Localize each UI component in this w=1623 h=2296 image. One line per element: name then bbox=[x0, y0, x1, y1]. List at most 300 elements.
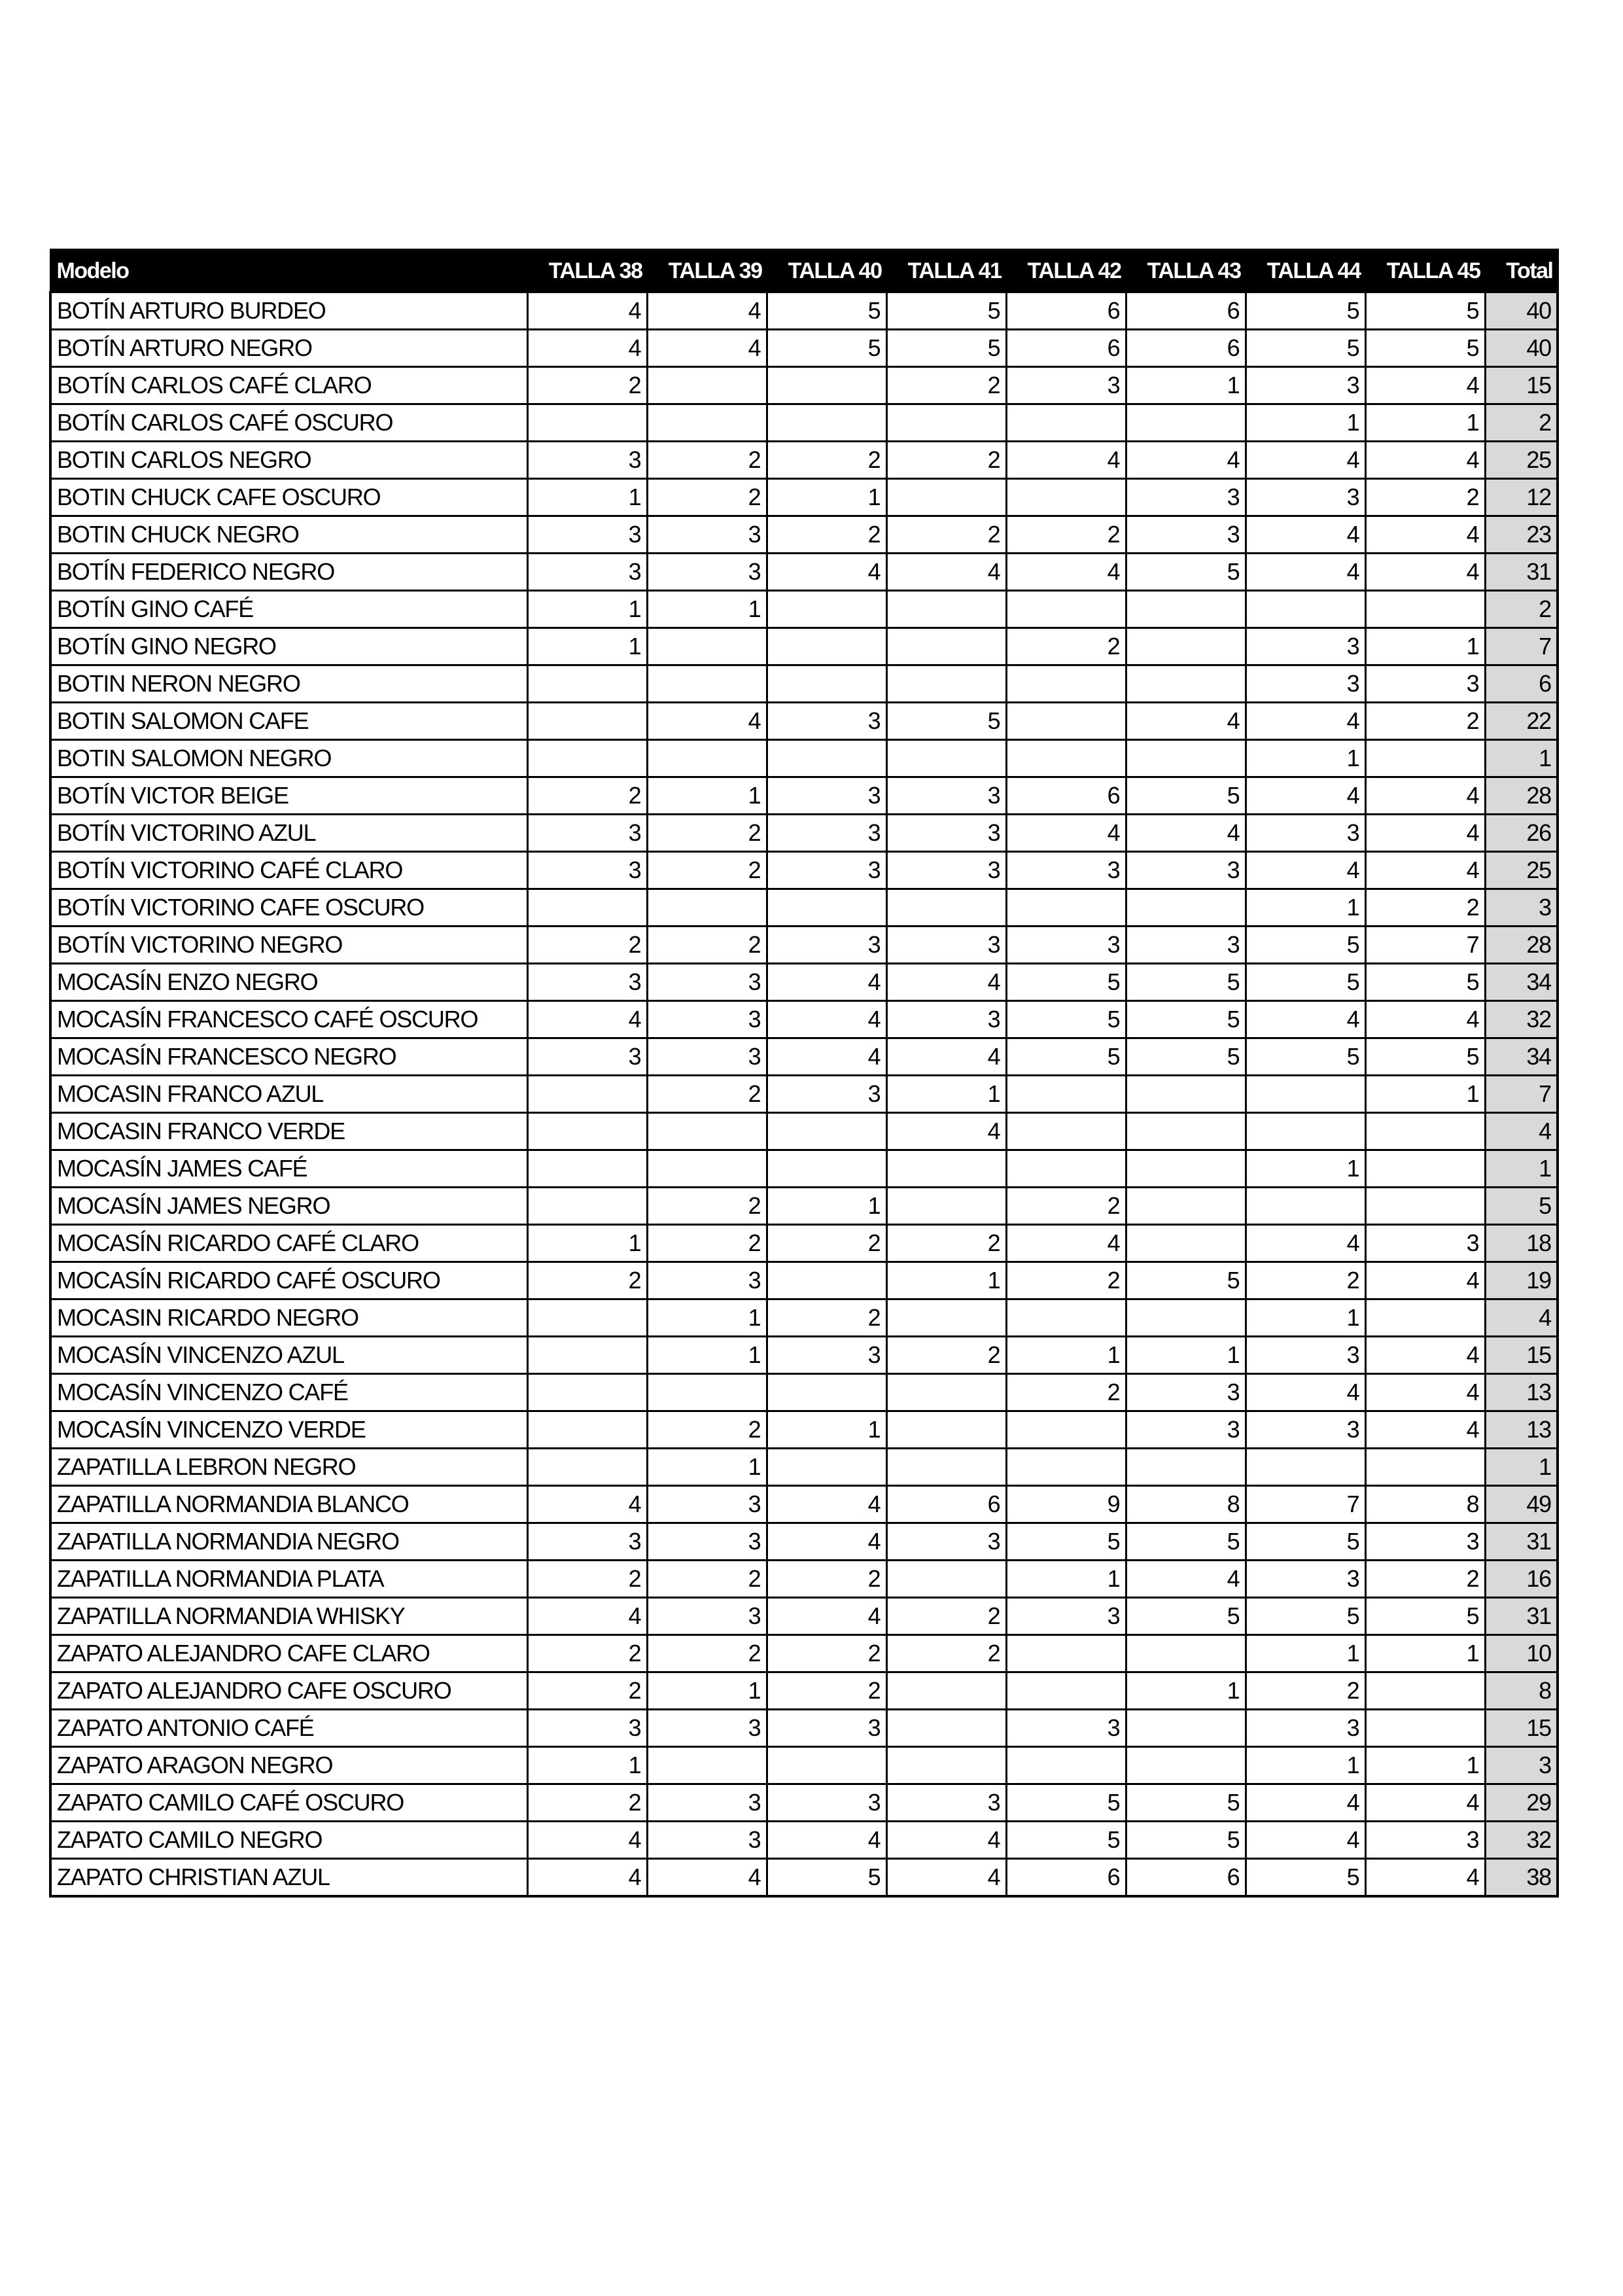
size-qty-cell: 2 bbox=[527, 1784, 647, 1822]
model-cell: MOCASÍN VINCENZO VERDE bbox=[50, 1411, 527, 1449]
model-cell: BOTÍN VICTORINO NEGRO bbox=[50, 927, 527, 964]
size-qty-cell: 2 bbox=[527, 927, 647, 964]
size-qty-cell: 2 bbox=[886, 516, 1006, 554]
size-qty-cell bbox=[527, 404, 647, 442]
size-qty-cell: 4 bbox=[1246, 516, 1365, 554]
size-qty-cell: 5 bbox=[1246, 292, 1365, 330]
total-cell: 5 bbox=[1485, 1188, 1558, 1225]
size-qty-cell bbox=[886, 591, 1006, 628]
table-row bbox=[50, 1784, 1558, 1822]
size-qty-cell bbox=[886, 628, 1006, 665]
size-qty-cell: 3 bbox=[1126, 516, 1246, 554]
size-qty-cell: 4 bbox=[527, 1598, 647, 1635]
size-qty-cell: 4 bbox=[1006, 815, 1126, 852]
size-qty-cell: 3 bbox=[527, 516, 647, 554]
size-qty-cell: 1 bbox=[1365, 1076, 1485, 1113]
size-qty-cell: 2 bbox=[1365, 703, 1485, 740]
size-qty-cell: 8 bbox=[1126, 1486, 1246, 1523]
size-qty-cell bbox=[767, 367, 886, 404]
size-qty-cell: 3 bbox=[647, 1710, 767, 1747]
size-qty-cell bbox=[767, 1374, 886, 1411]
size-qty-cell bbox=[1006, 1635, 1126, 1672]
model-cell: BOTÍN ARTURO NEGRO bbox=[50, 330, 527, 367]
size-qty-cell bbox=[886, 1672, 1006, 1710]
table-row bbox=[50, 1635, 1558, 1672]
size-qty-cell: 3 bbox=[1126, 1411, 1246, 1449]
size-qty-cell: 4 bbox=[1365, 777, 1485, 815]
inventory-sheet bbox=[49, 249, 1559, 1898]
size-qty-cell: 3 bbox=[886, 927, 1006, 964]
table-row bbox=[50, 1859, 1558, 1897]
size-qty-cell: 4 bbox=[647, 1859, 767, 1897]
total-cell: 1 bbox=[1485, 740, 1558, 777]
size-qty-cell: 6 bbox=[1006, 292, 1126, 330]
size-qty-cell: 5 bbox=[1126, 1038, 1246, 1076]
size-qty-cell: 1 bbox=[1126, 367, 1246, 404]
size-qty-cell: 2 bbox=[1006, 516, 1126, 554]
model-cell: ZAPATILLA NORMANDIA NEGRO bbox=[50, 1523, 527, 1561]
model-cell: BOTIN CARLOS NEGRO bbox=[50, 442, 527, 479]
model-cell: BOTÍN GINO CAFÉ bbox=[50, 591, 527, 628]
size-qty-cell: 3 bbox=[767, 927, 886, 964]
size-qty-cell: 1 bbox=[647, 1299, 767, 1337]
size-qty-cell bbox=[527, 703, 647, 740]
size-qty-cell bbox=[1246, 1113, 1365, 1150]
header-model: Modelo bbox=[50, 250, 527, 292]
size-qty-cell: 4 bbox=[1006, 442, 1126, 479]
total-cell: 28 bbox=[1485, 777, 1558, 815]
size-qty-cell: 4 bbox=[647, 330, 767, 367]
size-qty-cell: 4 bbox=[1365, 1411, 1485, 1449]
total-cell: 1 bbox=[1485, 1150, 1558, 1188]
size-qty-cell: 2 bbox=[886, 1225, 1006, 1262]
size-qty-cell: 1 bbox=[647, 1449, 767, 1486]
table-row bbox=[50, 404, 1558, 442]
size-qty-cell: 5 bbox=[1246, 1859, 1365, 1897]
size-qty-cell: 2 bbox=[1006, 628, 1126, 665]
size-qty-cell: 5 bbox=[1126, 964, 1246, 1001]
header-size-40: TALLA 40 bbox=[767, 250, 886, 292]
size-qty-cell: 3 bbox=[647, 1262, 767, 1299]
size-qty-cell: 5 bbox=[886, 330, 1006, 367]
size-qty-cell: 4 bbox=[1246, 777, 1365, 815]
size-qty-cell: 4 bbox=[527, 1859, 647, 1897]
model-cell: BOTÍN VICTOR BEIGE bbox=[50, 777, 527, 815]
size-qty-cell: 5 bbox=[1246, 1598, 1365, 1635]
size-qty-cell bbox=[767, 665, 886, 703]
total-cell: 7 bbox=[1485, 628, 1558, 665]
size-qty-cell bbox=[647, 1374, 767, 1411]
table-row bbox=[50, 1449, 1558, 1486]
table-row bbox=[50, 554, 1558, 591]
size-qty-cell: 2 bbox=[767, 516, 886, 554]
size-qty-cell: 2 bbox=[1365, 889, 1485, 927]
size-qty-cell bbox=[1126, 591, 1246, 628]
size-qty-cell: 4 bbox=[1246, 1374, 1365, 1411]
size-qty-cell: 8 bbox=[1365, 1486, 1485, 1523]
model-cell: ZAPATO ALEJANDRO CAFE OSCURO bbox=[50, 1672, 527, 1710]
total-cell: 16 bbox=[1485, 1561, 1558, 1598]
size-qty-cell bbox=[1126, 1747, 1246, 1784]
size-qty-cell: 3 bbox=[767, 1337, 886, 1374]
table-row bbox=[50, 442, 1558, 479]
size-qty-cell: 2 bbox=[886, 442, 1006, 479]
size-qty-cell: 1 bbox=[527, 1225, 647, 1262]
model-cell: MOCASÍN JAMES CAFÉ bbox=[50, 1150, 527, 1188]
size-qty-cell: 4 bbox=[767, 1598, 886, 1635]
size-qty-cell: 2 bbox=[527, 367, 647, 404]
size-qty-cell: 4 bbox=[886, 1113, 1006, 1150]
size-qty-cell: 2 bbox=[767, 1561, 886, 1598]
size-qty-cell: 3 bbox=[886, 852, 1006, 889]
size-qty-cell: 4 bbox=[1365, 1262, 1485, 1299]
size-qty-cell: 3 bbox=[1365, 1523, 1485, 1561]
size-qty-cell: 3 bbox=[527, 554, 647, 591]
model-cell: BOTIN SALOMON NEGRO bbox=[50, 740, 527, 777]
size-qty-cell bbox=[886, 1150, 1006, 1188]
size-qty-cell bbox=[647, 740, 767, 777]
size-qty-cell: 6 bbox=[1126, 292, 1246, 330]
size-qty-cell bbox=[1006, 1672, 1126, 1710]
size-qty-cell: 4 bbox=[527, 1822, 647, 1859]
size-qty-cell: 2 bbox=[527, 1635, 647, 1672]
table-row bbox=[50, 1710, 1558, 1747]
header-size-43: TALLA 43 bbox=[1126, 250, 1246, 292]
total-cell: 49 bbox=[1485, 1486, 1558, 1523]
total-cell: 3 bbox=[1485, 889, 1558, 927]
size-qty-cell bbox=[886, 889, 1006, 927]
size-qty-cell: 4 bbox=[886, 1038, 1006, 1076]
size-qty-cell: 4 bbox=[886, 554, 1006, 591]
size-qty-cell: 6 bbox=[1006, 777, 1126, 815]
size-qty-cell: 1 bbox=[1365, 1635, 1485, 1672]
total-cell: 6 bbox=[1485, 665, 1558, 703]
size-qty-cell bbox=[1006, 1411, 1126, 1449]
size-qty-cell: 3 bbox=[647, 554, 767, 591]
size-qty-cell: 5 bbox=[1126, 554, 1246, 591]
header-size-45: TALLA 45 bbox=[1365, 250, 1485, 292]
header-total: Total bbox=[1485, 250, 1558, 292]
size-qty-cell: 1 bbox=[647, 777, 767, 815]
size-qty-cell: 1 bbox=[527, 1747, 647, 1784]
size-qty-cell: 6 bbox=[1006, 1859, 1126, 1897]
table-row bbox=[50, 1672, 1558, 1710]
model-cell: BOTIN CHUCK CAFE OSCURO bbox=[50, 479, 527, 516]
size-qty-cell: 2 bbox=[1246, 1262, 1365, 1299]
model-cell: MOCASÍN JAMES NEGRO bbox=[50, 1188, 527, 1225]
total-cell: 25 bbox=[1485, 442, 1558, 479]
size-qty-cell: 1 bbox=[1365, 628, 1485, 665]
size-qty-cell: 4 bbox=[1365, 442, 1485, 479]
table-row bbox=[50, 1374, 1558, 1411]
size-qty-cell bbox=[1246, 591, 1365, 628]
header-size-44: TALLA 44 bbox=[1246, 250, 1365, 292]
size-qty-cell bbox=[1006, 1747, 1126, 1784]
table-row bbox=[50, 1523, 1558, 1561]
table-row bbox=[50, 1411, 1558, 1449]
table-row bbox=[50, 591, 1558, 628]
size-qty-cell: 3 bbox=[1126, 479, 1246, 516]
size-qty-cell: 4 bbox=[1126, 703, 1246, 740]
size-qty-cell: 3 bbox=[767, 1784, 886, 1822]
size-qty-cell bbox=[1006, 1150, 1126, 1188]
size-qty-cell: 5 bbox=[767, 292, 886, 330]
size-qty-cell bbox=[527, 665, 647, 703]
size-qty-cell: 2 bbox=[767, 1672, 886, 1710]
size-qty-cell: 2 bbox=[1006, 1262, 1126, 1299]
size-qty-cell: 4 bbox=[1365, 554, 1485, 591]
total-cell: 38 bbox=[1485, 1859, 1558, 1897]
size-qty-cell bbox=[1365, 740, 1485, 777]
size-qty-cell bbox=[1006, 591, 1126, 628]
model-cell: MOCASÍN ENZO NEGRO bbox=[50, 964, 527, 1001]
size-qty-cell bbox=[527, 1150, 647, 1188]
size-qty-cell bbox=[767, 740, 886, 777]
table-row bbox=[50, 1076, 1558, 1113]
size-qty-cell bbox=[886, 1747, 1006, 1784]
size-qty-cell: 5 bbox=[1126, 1262, 1246, 1299]
size-qty-cell: 4 bbox=[527, 330, 647, 367]
size-qty-cell: 3 bbox=[1365, 1225, 1485, 1262]
size-qty-cell: 6 bbox=[1126, 330, 1246, 367]
size-qty-cell: 4 bbox=[886, 964, 1006, 1001]
size-qty-cell bbox=[1126, 665, 1246, 703]
size-qty-cell: 3 bbox=[647, 516, 767, 554]
size-qty-cell: 7 bbox=[1365, 927, 1485, 964]
model-cell: MOCASIN FRANCO VERDE bbox=[50, 1113, 527, 1150]
total-cell: 10 bbox=[1485, 1635, 1558, 1672]
size-qty-cell: 2 bbox=[886, 1598, 1006, 1635]
table-row bbox=[50, 1561, 1558, 1598]
size-qty-cell bbox=[647, 665, 767, 703]
model-cell: ZAPATO CAMILO CAFÉ OSCURO bbox=[50, 1784, 527, 1822]
size-qty-cell: 1 bbox=[1126, 1337, 1246, 1374]
size-qty-cell: 4 bbox=[1246, 1001, 1365, 1038]
total-cell: 34 bbox=[1485, 1038, 1558, 1076]
size-qty-cell: 2 bbox=[647, 1076, 767, 1113]
total-cell: 15 bbox=[1485, 1710, 1558, 1747]
table-row bbox=[50, 330, 1558, 367]
header-row bbox=[50, 250, 1558, 292]
size-qty-cell: 3 bbox=[767, 1710, 886, 1747]
size-qty-cell: 4 bbox=[1365, 1337, 1485, 1374]
size-qty-cell: 9 bbox=[1006, 1486, 1126, 1523]
total-cell: 3 bbox=[1485, 1747, 1558, 1784]
table-row bbox=[50, 703, 1558, 740]
size-qty-cell: 5 bbox=[1006, 964, 1126, 1001]
size-qty-cell bbox=[527, 1337, 647, 1374]
size-qty-cell: 3 bbox=[767, 1076, 886, 1113]
header-size-39: TALLA 39 bbox=[647, 250, 767, 292]
total-cell: 18 bbox=[1485, 1225, 1558, 1262]
size-qty-cell: 5 bbox=[767, 1859, 886, 1897]
size-qty-cell: 3 bbox=[527, 1523, 647, 1561]
size-qty-cell: 3 bbox=[527, 1710, 647, 1747]
size-qty-cell: 1 bbox=[1006, 1337, 1126, 1374]
size-qty-cell bbox=[647, 1113, 767, 1150]
total-cell: 40 bbox=[1485, 292, 1558, 330]
model-cell: ZAPATILLA LEBRON NEGRO bbox=[50, 1449, 527, 1486]
size-qty-cell bbox=[767, 1113, 886, 1150]
model-cell: BOTIN NERON NEGRO bbox=[50, 665, 527, 703]
model-cell: ZAPATILLA NORMANDIA PLATA bbox=[50, 1561, 527, 1598]
size-qty-cell: 3 bbox=[1006, 927, 1126, 964]
total-cell: 22 bbox=[1485, 703, 1558, 740]
model-cell: ZAPATILLA NORMANDIA BLANCO bbox=[50, 1486, 527, 1523]
size-qty-cell: 4 bbox=[647, 292, 767, 330]
size-qty-cell bbox=[767, 889, 886, 927]
size-qty-cell: 4 bbox=[1126, 815, 1246, 852]
size-qty-cell: 5 bbox=[1126, 1598, 1246, 1635]
size-qty-cell: 4 bbox=[767, 554, 886, 591]
table-row bbox=[50, 665, 1558, 703]
size-qty-cell: 4 bbox=[1365, 1001, 1485, 1038]
size-qty-cell: 4 bbox=[767, 964, 886, 1001]
size-qty-cell: 2 bbox=[1246, 1672, 1365, 1710]
size-qty-cell: 2 bbox=[767, 442, 886, 479]
table-row bbox=[50, 516, 1558, 554]
size-qty-cell: 5 bbox=[1006, 1784, 1126, 1822]
model-cell: BOTÍN CARLOS CAFÉ OSCURO bbox=[50, 404, 527, 442]
size-qty-cell: 4 bbox=[1365, 1859, 1485, 1897]
size-qty-cell: 3 bbox=[647, 964, 767, 1001]
size-qty-cell: 3 bbox=[767, 777, 886, 815]
total-cell: 1 bbox=[1485, 1449, 1558, 1486]
size-qty-cell: 1 bbox=[1365, 404, 1485, 442]
size-qty-cell: 7 bbox=[1246, 1486, 1365, 1523]
size-qty-cell: 3 bbox=[647, 1001, 767, 1038]
size-qty-cell: 4 bbox=[1365, 1374, 1485, 1411]
size-qty-cell bbox=[1365, 591, 1485, 628]
size-qty-cell: 3 bbox=[767, 852, 886, 889]
size-qty-cell: 3 bbox=[886, 1001, 1006, 1038]
size-qty-cell: 3 bbox=[647, 1598, 767, 1635]
size-qty-cell: 4 bbox=[1126, 442, 1246, 479]
size-qty-cell: 5 bbox=[1365, 964, 1485, 1001]
table-row bbox=[50, 964, 1558, 1001]
size-qty-cell: 5 bbox=[1006, 1523, 1126, 1561]
size-qty-cell bbox=[767, 404, 886, 442]
size-qty-cell: 1 bbox=[1246, 889, 1365, 927]
table-row bbox=[50, 852, 1558, 889]
table-row bbox=[50, 777, 1558, 815]
size-qty-cell bbox=[1126, 1225, 1246, 1262]
size-qty-cell bbox=[886, 479, 1006, 516]
size-qty-cell bbox=[886, 665, 1006, 703]
size-qty-cell bbox=[1126, 628, 1246, 665]
size-qty-cell bbox=[1126, 1635, 1246, 1672]
table-row bbox=[50, 1747, 1558, 1784]
size-qty-cell bbox=[527, 1113, 647, 1150]
size-qty-cell: 2 bbox=[527, 1262, 647, 1299]
size-qty-cell: 2 bbox=[886, 367, 1006, 404]
total-cell: 32 bbox=[1485, 1822, 1558, 1859]
size-qty-cell bbox=[527, 1299, 647, 1337]
table-row bbox=[50, 927, 1558, 964]
size-qty-cell bbox=[767, 1747, 886, 1784]
total-cell: 15 bbox=[1485, 1337, 1558, 1374]
total-cell: 34 bbox=[1485, 964, 1558, 1001]
model-cell: BOTÍN VICTORINO CAFÉ CLARO bbox=[50, 852, 527, 889]
total-cell: 40 bbox=[1485, 330, 1558, 367]
size-qty-cell: 3 bbox=[647, 1784, 767, 1822]
size-qty-cell: 5 bbox=[1246, 964, 1365, 1001]
size-qty-cell: 3 bbox=[527, 852, 647, 889]
size-qty-cell: 2 bbox=[886, 1337, 1006, 1374]
size-qty-cell: 1 bbox=[527, 479, 647, 516]
size-qty-cell: 4 bbox=[886, 1859, 1006, 1897]
size-qty-cell: 1 bbox=[886, 1076, 1006, 1113]
size-qty-cell: 1 bbox=[527, 628, 647, 665]
size-qty-cell: 4 bbox=[1126, 1561, 1246, 1598]
size-qty-cell bbox=[527, 1188, 647, 1225]
size-qty-cell: 3 bbox=[767, 815, 886, 852]
size-qty-cell: 3 bbox=[1246, 1411, 1365, 1449]
size-qty-cell bbox=[647, 628, 767, 665]
size-qty-cell: 3 bbox=[1246, 665, 1365, 703]
size-qty-cell bbox=[1006, 1449, 1126, 1486]
size-qty-cell: 3 bbox=[647, 1822, 767, 1859]
size-qty-cell bbox=[527, 1076, 647, 1113]
model-cell: MOCASIN RICARDO NEGRO bbox=[50, 1299, 527, 1337]
size-qty-cell: 5 bbox=[1126, 1001, 1246, 1038]
size-qty-cell bbox=[1126, 1150, 1246, 1188]
size-qty-cell: 3 bbox=[1246, 1337, 1365, 1374]
size-qty-cell: 3 bbox=[647, 1523, 767, 1561]
size-qty-cell: 4 bbox=[767, 1822, 886, 1859]
size-qty-cell: 2 bbox=[1365, 479, 1485, 516]
size-qty-cell: 4 bbox=[1006, 1225, 1126, 1262]
size-qty-cell: 5 bbox=[1365, 330, 1485, 367]
size-qty-cell: 6 bbox=[1126, 1859, 1246, 1897]
size-qty-cell: 3 bbox=[527, 442, 647, 479]
size-qty-cell bbox=[1006, 1113, 1126, 1150]
size-qty-cell bbox=[886, 1299, 1006, 1337]
size-qty-cell bbox=[1126, 1710, 1246, 1747]
size-qty-cell: 4 bbox=[1246, 852, 1365, 889]
size-qty-cell: 1 bbox=[1246, 1299, 1365, 1337]
size-qty-cell: 3 bbox=[647, 1038, 767, 1076]
table-row bbox=[50, 1001, 1558, 1038]
model-cell: MOCASÍN RICARDO CAFÉ CLARO bbox=[50, 1225, 527, 1262]
size-qty-cell: 1 bbox=[1246, 740, 1365, 777]
size-qty-cell: 4 bbox=[1246, 1784, 1365, 1822]
size-qty-cell: 5 bbox=[1365, 1038, 1485, 1076]
size-qty-cell: 3 bbox=[886, 1523, 1006, 1561]
size-qty-cell: 4 bbox=[1246, 1822, 1365, 1859]
size-qty-cell: 1 bbox=[1246, 1150, 1365, 1188]
size-qty-cell: 4 bbox=[1365, 516, 1485, 554]
size-qty-cell bbox=[767, 1150, 886, 1188]
table-row bbox=[50, 628, 1558, 665]
size-qty-cell bbox=[767, 1262, 886, 1299]
size-qty-cell: 2 bbox=[647, 815, 767, 852]
size-qty-cell: 3 bbox=[527, 964, 647, 1001]
size-qty-cell: 5 bbox=[1006, 1822, 1126, 1859]
size-qty-cell: 3 bbox=[886, 1784, 1006, 1822]
size-qty-cell: 3 bbox=[647, 1486, 767, 1523]
size-qty-cell: 3 bbox=[1006, 1710, 1126, 1747]
size-qty-cell: 5 bbox=[1365, 292, 1485, 330]
size-qty-cell: 5 bbox=[1246, 1523, 1365, 1561]
size-qty-cell: 1 bbox=[647, 1337, 767, 1374]
size-qty-cell bbox=[527, 889, 647, 927]
size-qty-cell: 3 bbox=[527, 1038, 647, 1076]
total-cell: 12 bbox=[1485, 479, 1558, 516]
size-qty-cell bbox=[886, 404, 1006, 442]
size-qty-cell bbox=[527, 1411, 647, 1449]
size-qty-cell: 2 bbox=[527, 777, 647, 815]
